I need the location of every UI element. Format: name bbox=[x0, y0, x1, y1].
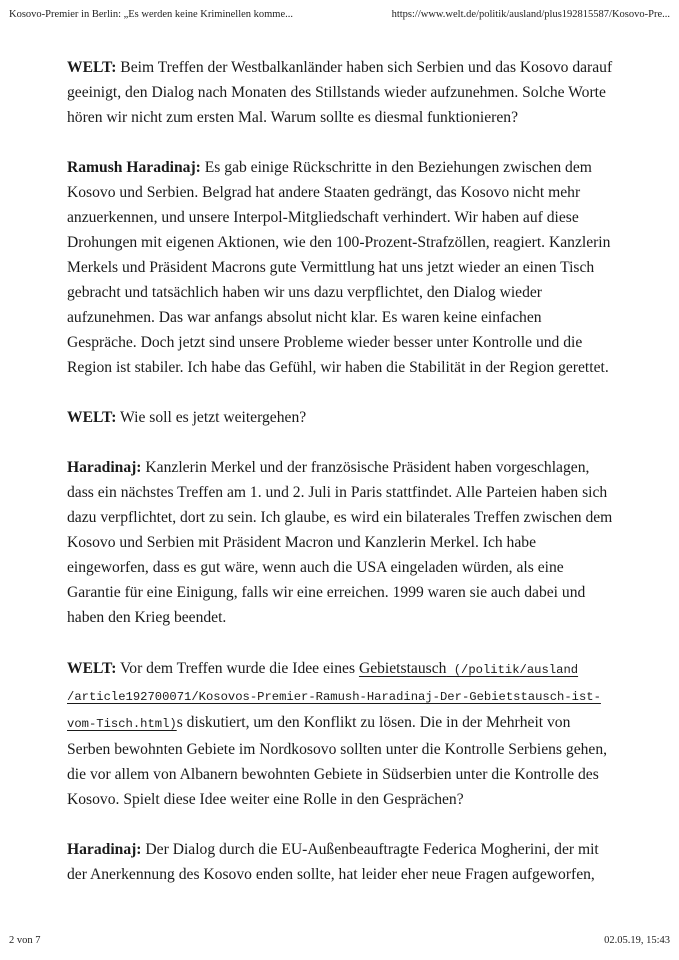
article-body bbox=[67, 55, 615, 912]
paragraph-haradinaj-answer-1 bbox=[67, 155, 615, 380]
link-text[interactable]: Gebietstausch bbox=[358, 660, 447, 677]
page-title: Kosovo-Premier in Berlin: „Es werden keine Kriminellen komme... bbox=[9, 9, 294, 20]
paragraph-haradinaj-answer-3 bbox=[67, 837, 615, 887]
paragraph-welt-question-2 bbox=[67, 405, 615, 430]
page-number: 2 von 7 bbox=[9, 935, 41, 946]
paragraph-text: Wie soll es jetzt weitergehen? bbox=[116, 409, 307, 426]
paragraph-text: Vor dem Treffen wurde die Idee eines bbox=[116, 660, 359, 677]
link-url[interactable]: (/politik/ausland /article192700071/Kosovos-Premier-Ramush-Haradinaj-Der-Gebietstausch-ist- vom-Tisch.html) bbox=[67, 663, 601, 731]
speaker-label: WELT: bbox=[67, 409, 117, 426]
speaker-label: Haradinaj: bbox=[67, 841, 142, 858]
paragraph-text: Es gab einige Rückschritte in den Beziehungen zwischen dem Kosovo und Serbien. Belgrad hat andere Staaten gedrängt, das Kosovo nicht mehr anzuerkennen, und unsere Interpol-Mitgliedschaft verhindert. Wir haben auf diese Drohungen mit eigenen Aktionen, wie den 100-Prozent-Strafzöllen, reagiert. Kanzlerin Merkels und Präsident Macrons gute Vermittlung hat uns jetzt wieder an einen Tisch gebracht und tatsächlich haben wir uns dazu verpflichtet, den Dialog wieder aufzunehmen. Das war anfangs absolut nicht klar. Es waren keine einfachen Gespräche. Doch jetzt sind unsere Probleme wieder besser unter Kontrolle und die Region ist stabiler. Ich habe das Gefühl, wir haben die Stabilität in der Region gerettet. bbox=[67, 159, 611, 376]
paragraph-text: s diskutiert, um den Konflikt zu lösen. Die in der Mehrheit von Serben bewohnten Gebiete im Nordkosovo sollten unter die Kontrolle Serbiens gehen, die vor allem von Albanern bewohnten Gebiete in Südserbien unter die Kontrolle des Kosovo. Spielt diese Idee weiter eine Rolle in den Gesprächen? bbox=[67, 714, 608, 808]
print-datetime: 02.05.19, 15:43 bbox=[604, 935, 670, 946]
speaker-label: WELT: bbox=[67, 59, 117, 76]
speaker-label: WELT: bbox=[67, 660, 117, 677]
paragraph-text: Kanzlerin Merkel und der französische Präsident haben vorgeschlagen, dass ein nächstes Treffen am 1. und 2. Juli in Paris stattfindet. Alle Parteien haben sich dazu verpflichtet, dort zu sein. Ich glaube, es wird ein bilaterales Treffen zwischen dem Kosovo und Serbien mit Präsident Macron und Kanzlerin Merkel. Ich habe eingeworfen, dass es gut wäre, wenn auch die USA eingeladen würden, als eine Garantie für eine Einigung, falls wir eine erreichen. 1999 waren sie auch dabei und haben den Krieg beendet. bbox=[67, 459, 613, 626]
paragraph-welt-question-1 bbox=[67, 55, 615, 130]
paragraph-welt-question-3 bbox=[67, 656, 615, 812]
paragraph-text: Beim Treffen der Westbalkanländer haben sich Serbien und das Kosovo darauf geeinigt, den Dialog nach Monaten des Stillstands wieder aufzunehmen. Solche Worte hören wir nicht zum ersten Mal. Warum sollte es diesmal funktionieren? bbox=[67, 59, 613, 126]
speaker-label: Ramush Haradinaj: bbox=[67, 159, 201, 176]
print-footer bbox=[9, 935, 670, 946]
paragraph-haradinaj-answer-2 bbox=[67, 455, 615, 630]
print-header bbox=[9, 9, 670, 20]
page-url: https://www.welt.de/politik/ausland/plus192815587/Kosovo-Pre... bbox=[391, 9, 670, 20]
speaker-label: Haradinaj: bbox=[67, 459, 142, 476]
paragraph-text: Der Dialog durch die EU-Außenbeauftragte Federica Mogherini, der mit der Anerkennung des Kosovo enden sollte, hat leider eher neue Fragen aufgeworfen, bbox=[67, 841, 599, 883]
